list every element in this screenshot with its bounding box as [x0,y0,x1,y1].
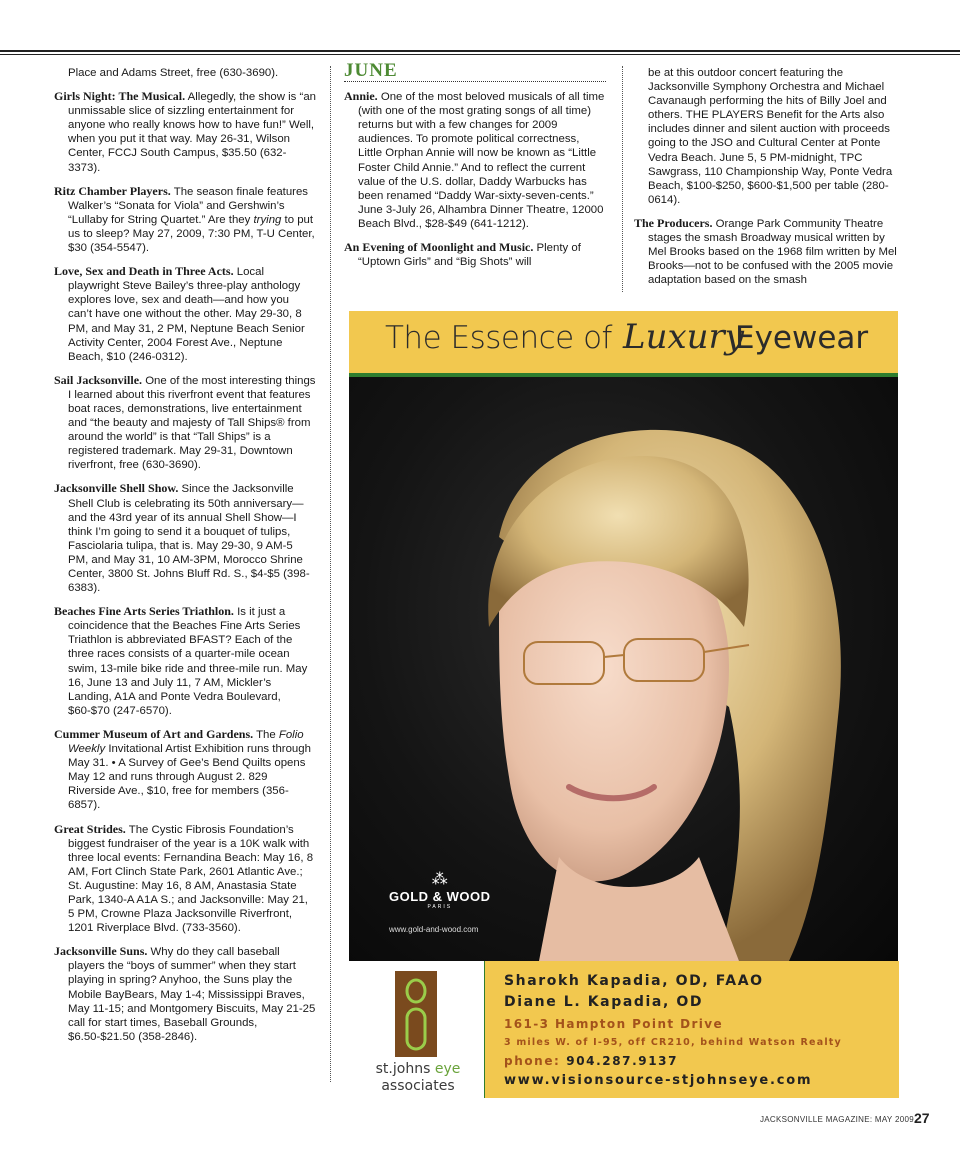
ad-headline-text: The Essence of [385,320,612,356]
listing-body: The Cystic Fibrosis Foundation’s biggest fundraiser of the year is a 10K walk with three local events: Fernandina Beach: May 16, 8 AM, Fort Clinch State Park, 2601 Atlantic Ave.; St. Augustine: May 16, 8 AM, Anastasia State Park, 1340-A A1A S.; and Jacksonville: May 21, 5 PM, Crowne Plaza Jacksonville Riverfront, 1201 Riverplace Blvd. (733-3560). [68,823,314,935]
listing-ritz-chamber [54,184,316,255]
directions: 3 miles W. of I-95, off CR210, behind Watson Realty [504,1037,842,1048]
listing-title: Love, Sex and Death in Three Acts. [54,264,234,279]
listing-emphasis: Folio Weekly [68,728,304,756]
listing-body: The [256,728,276,741]
page-number: 27 [914,1110,930,1126]
listing-the-producers [634,216,900,287]
phone-label: phone: [504,1054,561,1068]
phone [504,1054,678,1068]
listing-title: Sail Jacksonville. [54,372,143,387]
column-2 [344,60,606,278]
practice-name-line2: associates [381,1078,455,1094]
website: www.visionsource-stjohnseye.com [504,1073,813,1088]
column-divider [330,66,331,1082]
listing-title: An Evening of Moonlight and Music. [344,240,534,255]
ad-contact-panel [349,961,898,1098]
listing-love-sex-death [54,264,316,364]
listing-annie [344,89,606,231]
phone-number: 904.287.9137 [566,1054,679,1068]
listing-great-strides [54,822,316,936]
listing-title: Jacksonville Shell Show. [54,481,179,496]
listing-moonlight-music [344,240,606,269]
listing-title: Girls Night: The Musical. [54,89,186,104]
model-photo [349,377,898,961]
listing-title: Beaches Fine Arts Series Triathlon. [54,604,234,619]
listing-body: One of the most interesting things I learned about this riverfront event that features boat races, demonstrations, live entertainment and “the beauty and majesty of Tall Ships® from around the world” is that “Tall Ships” is a registered trademark. May 29-31, Downtown riverfront, free (630-3690). [68,374,316,472]
eyewear-advertisement [349,311,898,1098]
ad-headline-text-end: Eyewear [735,320,869,356]
column-3-lead: be at this outdoor concert featuring the Jacksonville Symphony Orchestra and Michael Cavanaugh performing the hits of Billy Joel and others. THE PLAYERS Benefit for the Arts also includes dinner and silent auction with proceeds going to the JSO and Cultural Center at Ponte Vedra Beach. June 5, 5 PM-midnight, TPC Sawgrass, 110 Championship Way, Ponte Vedra Beach, $100-$250, $600-$1,500 per table (280-0614). [648,67,893,206]
brand-url: www.gold-and-wood.com [389,925,479,934]
listing-body: Since the Jacksonville Shell Club is celebrating its 50th anniversary—and the 43rd year of its annual Shell Show—I think I’m going to send it a bouquet of tulips, Fasciolaria tulipa, that is. May 29-30, 9 AM-5 PM, and May 31, 10 AM-3PM, Morocco Shrine Center, 3800 St. Johns Bluff Rd. S., $4-$5 (398-6383). [68,483,310,595]
listing-body: The season finale features Walker’s “Sonata for Viola” and Gershwin’s “Lullaby for String Quartet.” Are they [68,185,308,226]
top-rule-thin [0,54,960,55]
practice-logo [349,961,484,1098]
doctor-name: Diane L. Kapadia, OD [504,994,704,1010]
address: 161-3 Hampton Point Drive [504,1017,724,1031]
eye-logo-icon [395,971,437,1057]
listing-body: Local playwright Steve Bailey’s three-play anthology explores love, sex and death—and how you can’t have one without the other. May 29-30, 8 PM, and May 31, 2 PM, Neptune Beach Senior Activity Center, 2004 Forest Ave., Neptune Beach, $10 (246-0312). [68,266,305,363]
practice-logo-mark [395,971,437,1057]
listing-triathlon [54,604,316,718]
listing-body: Allegedly, the show is “an unmissable slice of sizzling entertainment for anyone who really knows how to have fun!” Well, when you put it that way. May 26-31, Wilson Center, FCCJ South Campus, $35.50 (632-3373). [68,91,316,174]
listing-body: Why do they call baseball players the “boys of summer” when they start playing in spring? Anyhoo, the Suns play the Mobile BayBears, May 1-4; Mississippi Braves, May 11-15; and Montgomery Biscuits, May 21-25 call for start times, Baseball Grounds, $6.50-$21.50 (358-2846). [68,946,316,1043]
listing-shell-show [54,481,316,595]
column-3 [634,66,900,296]
listing-title: Ritz Chamber Players. [54,183,171,198]
practice-name [363,1061,473,1077]
brand-name: GOLD & WOOD [389,889,491,904]
listing-title: Jacksonville Suns. [54,944,148,959]
listing-body-cont: Invitational Artist Exhibition runs through May 31. • A Survey of Gee’s Bend Quilts opens May 12 and runs through August 2. 829 Riverside Ave., $10, free for members (356-6857). [68,743,311,812]
listing-title: Great Strides. [54,821,126,836]
folio-line: JACKSONVILLE MAGAZINE: MAY 2009 [760,1115,914,1124]
listing-title: Annie. [344,89,378,104]
listing-body-cont: to put us to sleep? May 27, 2009, 7:30 PM, T-U Center, $30 (354-5547). [68,213,315,255]
listing-body: Orange Park Community Theatre stages the smash Broadway musical written by Mel Brooks based on the 1968 film written by Mel Brooks—not to be confused with the 2005 movie adaptation based on the smash [648,217,897,287]
gold-wood-logo [389,869,491,910]
listing-body: Is it just a coincidence that the Beaches Fine Arts Series Triathlon is abbreviated BFAST? Each of the three races consists of a quarter-mile ocean swim, 13-mile bike ride and three-mile run. May 16, June 13 and July 11, 7 AM, Mickler’s Landing, A1A and Ponte Vedra Boulevard, $60-$70 (247-6570). [68,606,308,717]
listing-title: The Producers. [634,215,713,230]
contact-details [484,961,899,1098]
listing-body: Plenty of “Uptown Girls” and “Big Shots” will [358,242,581,269]
column-1 [54,66,316,1053]
practice-name-part: st.johns [375,1061,431,1077]
gold-wood-mark-icon: ⁂ [431,871,448,888]
listing-body: One of the most beloved musicals of all time (with one of the most grating songs of all time) returns but with a few changes for 2009 audiences. To promote political correctness, Little Orphan Annie will now be known as “Little Foster Child Annie.” And to reflect the current value of the U.S. dollar, Daddy Warbucks has been renamed “Daddy War-sixty-seven-cents.” June 3-July 26, Alhambra Dinner Theatre, 12000 Beach Blvd., $28-$49 (641-1212). [358,91,605,230]
listing-cummer-museum [54,727,316,813]
listing-sail-jacksonville [54,373,316,473]
doctor-name: Sharokh Kapadia, OD, FAAO [504,973,764,989]
listing-emphasis: trying [253,213,282,226]
ad-headline-bar [349,311,898,377]
column-divider [622,66,623,292]
column-1-lead: Place and Adams Street, free (630-3690). [68,67,279,79]
ad-headline-script: Luxury [623,317,745,357]
listing-title: Cummer Museum of Art and Gardens. [54,726,254,741]
practice-name-eye: eye [434,1061,461,1077]
brand-subtitle: PARIS [427,904,453,910]
top-rule [0,50,960,52]
listing-girls-night [54,89,316,175]
month-heading: JUNE [344,64,606,82]
listing-jacksonville-suns [54,944,316,1044]
